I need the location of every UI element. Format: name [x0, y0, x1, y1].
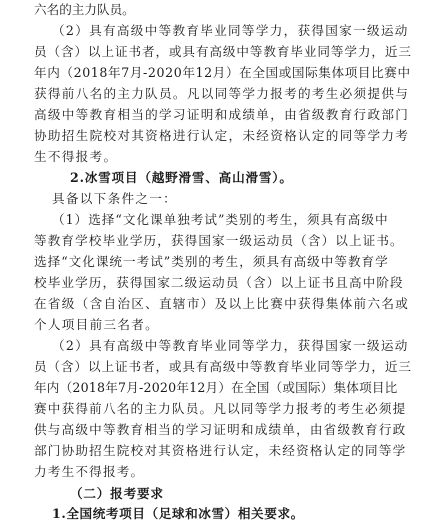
text-line: 在省级（含自治区、直辖市）及以上比赛中获得集体前六名或: [34, 296, 410, 311]
text-line: 选择“文化课统一考试”类别的考生，须具有高级中等教育学: [34, 254, 389, 269]
text-line: 生不得报考。: [34, 149, 118, 164]
text-line: 获得前八名的主力队员。凡以同等学力报考的考生必须提供与: [34, 86, 410, 101]
text-line: 校毕业学历，获得国家二级运动员（含）以上证书且高中阶段: [34, 275, 404, 290]
text-line: （2）具有高级中等教育毕业同等学力，获得国家一级运动: [52, 23, 409, 38]
text-line: 赛中获得前八名的主力队员。凡以同等学力报考的考生必须提: [34, 401, 407, 416]
text-line: 具备以下条件之一：: [52, 191, 178, 206]
section-heading: 2.冰雪项目（越野滑雪、高山滑雪）。: [70, 170, 293, 185]
text-line: 协助招生院校对其资格进行认定，未经资格认定的同等学力考: [34, 128, 410, 143]
text-line: 员（含）以上证书者，或具有高级中等教育毕业同等学力，近三: [34, 359, 412, 374]
text-line: 六名的主力队员。: [34, 2, 135, 17]
subsection-heading: （二）报考要求: [70, 486, 164, 501]
text-line: 供与高级中等教育相当的学习证明和成绩单，由省级教育行政: [34, 422, 407, 437]
text-line: 等教育学校毕业学历，获得国家一级运动员（含）以上证书。: [34, 233, 404, 248]
text-line: 力考生不得报考。: [34, 464, 145, 479]
text-line: 年内（2018年7月-2020年12月）在全国（或国际）集体项目比: [34, 380, 398, 395]
text-line: 个人项目前三名者。: [34, 317, 160, 332]
subsection-item-heading: 1.全国统考项目（足球和冰雪）相关要求。: [52, 506, 304, 521]
text-line: 年内（2018年7月-2020年12月）在全国或国际集体项目比赛中: [34, 65, 411, 80]
text-line: 高级中等教育相当的学习证明和成绩单，由省级教育行政部门: [34, 107, 410, 122]
text-line: （2）具有高级中等教育毕业同等学力，获得国家一级运动: [52, 338, 409, 353]
text-line: （1）选择“文化课单独考试”类别的考生，须具有高级中: [52, 212, 389, 227]
text-line: 员（含）以上证书者，或具有高级中等教育毕业同等学力，近三: [34, 44, 412, 59]
text-line: 部门协助招生院校对其资格进行认定，未经资格认定的同等学: [34, 443, 407, 458]
